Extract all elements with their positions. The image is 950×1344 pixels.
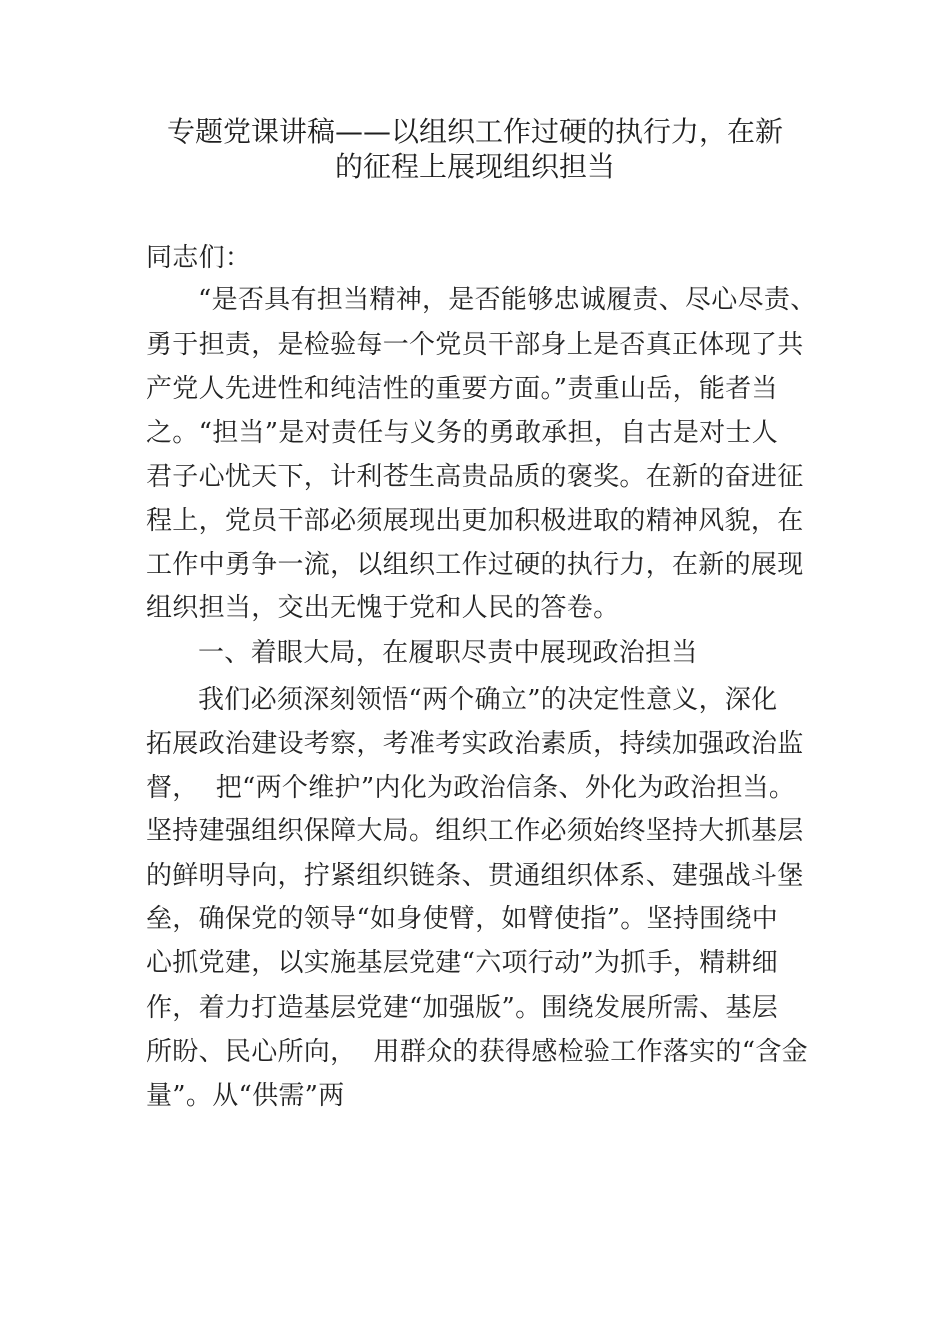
paragraph-1-line: 君子心忧天下，计利苍生高贵品质的褒奖。在新的奋进征 [146, 462, 804, 492]
paragraph-1-line: 产党人先进性和纯洁性的重要方面。”责重山岳，能者当 [146, 374, 778, 404]
paragraph-2-line: 坚持建强组织保障大局。组织工作必须始终坚持大抓基层 [146, 816, 804, 846]
section-heading-1: 一、着眼大局，在履职尽责中展现政治担当 [198, 638, 698, 668]
paragraph-1-line: 组织担当，交出无愧于党和人民的答卷。 [146, 593, 620, 623]
paragraph-2-line: 所盼、民心所向， 用群众的获得感检验工作落实的“含金 [146, 1037, 808, 1067]
paragraph-1-line: 工作中勇争一流，以组织工作过硬的执行力，在新的展现 [146, 550, 804, 580]
paragraph-2-line: 的鲜明导向，拧紧组织链条、贯通组织体系、建强战斗堡 [146, 861, 804, 891]
paragraph-1-line: “是否具有担当精神，是否能够忠诚履责、尽心尽责、 [198, 285, 817, 315]
document-title-line-2: 的征程上展现组织担当 [334, 150, 615, 183]
paragraph-2-line: 垒，确保党的领导“如身使臂，如臂使指”。坚持围绕中 [146, 904, 779, 934]
paragraph-1-line: 程上，党员干部必须展现出更加积极进取的精神风貌，在 [146, 506, 804, 536]
paragraph-2-line: 量”。从“供需”两 [146, 1081, 345, 1111]
document-title-line-1: 专题党课讲稿——以组织工作过硬的执行力，在新 [166, 115, 783, 148]
paragraph-2-line: 我们必须深刻领悟“两个确立”的决定性意义，深化 [198, 685, 778, 715]
paragraph-2-line: 心抓党建，以实施基层党建“六项行动”为抓手，精耕细 [146, 948, 779, 978]
paragraph-2-line: 作，着力打造基层党建“加强版”。围绕发展所需、基层 [146, 993, 779, 1023]
salutation: 同志们： [146, 243, 252, 273]
paragraph-1-line: 勇于担责，是检验每一个党员干部身上是否真正体现了共 [146, 330, 804, 360]
paragraph-2-line: 拓展政治建设考察，考准考实政治素质，持续加强政治监 [146, 729, 804, 759]
paragraph-2-line: 督， 把“两个维护”内化为政治信条、外化为政治担当。 [146, 773, 796, 803]
paragraph-1-line: 之。“担当”是对责任与义务的勇敢承担，自古是对士人 [146, 418, 779, 448]
